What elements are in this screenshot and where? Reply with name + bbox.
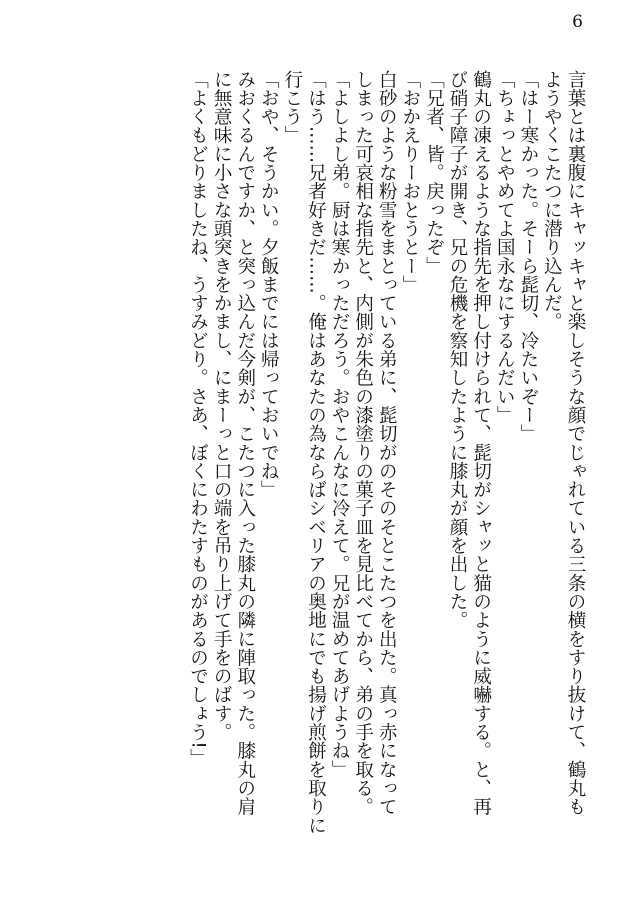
text-line: 「よしよし弟。厨は寒かっただろう。おやこんなに冷えて。兄が温めてあげようね」 — [329, 70, 351, 779]
text-line: 言葉とは裏腹にキャッキャと楽しそうな顔でじゃれている三条の横をすり抜けて、鶴丸も — [565, 70, 586, 816]
text-line: 「おかえりーおとうとー」 — [399, 70, 421, 294]
text-line: 「はう……兄者好きだ……。俺はあなたの為ならばシベリアの奥地にでも揚げ煎餅を取りに — [305, 70, 327, 835]
text-line: に無意味に小さな頭突きをかまし、にまーっと口の端を吊り上げて手をのばす。 — [211, 70, 233, 742]
vertical-text-body — [186, 70, 587, 845]
text-line: 行こう」 — [281, 70, 303, 145]
text-line: 「はー寒かった。そーら髭切、冷たいぞー」 — [517, 70, 539, 443]
text-line: 「兄者、皆。戻ったぞ」 — [423, 70, 445, 276]
text-line: 「ちょっとやめてよ国永なにするんだい」 — [494, 70, 516, 425]
text-line: 「おや、そうかい。夕飯までには帰っておいでね」 — [258, 70, 280, 499]
text-line: しまった可哀相な指先と、内側が朱色の漆塗りの菓子皿を見比べてから、弟の手を取る。 — [352, 70, 374, 816]
text-line: 「よくもどりましたね、うすみどり。さあ、ぼくにわたすものがあるのでしょう!」 — [187, 70, 209, 768]
text-line: び硝子障子が開き、兄の危機を察知したように膝丸が顔を出した。 — [447, 70, 469, 630]
text-line: ようやくこたつに潜り込んだ。 — [541, 70, 563, 332]
text-line: みおくるんですか、と突っ込んだ今剣が、こたつに入った膝丸の隣に陣取った。膝丸の肩 — [234, 70, 256, 816]
page-number: 6 — [572, 12, 583, 32]
text-line: 白砂のような粉雪をまとっている弟に、髭切がのそのそとこたつを出た。真っ赤になって — [376, 70, 398, 816]
text-line: 鶴丸の凍えるような指先を押し付けられて、髭切がシャッと猫のように威嚇する。と、再 — [470, 70, 492, 816]
